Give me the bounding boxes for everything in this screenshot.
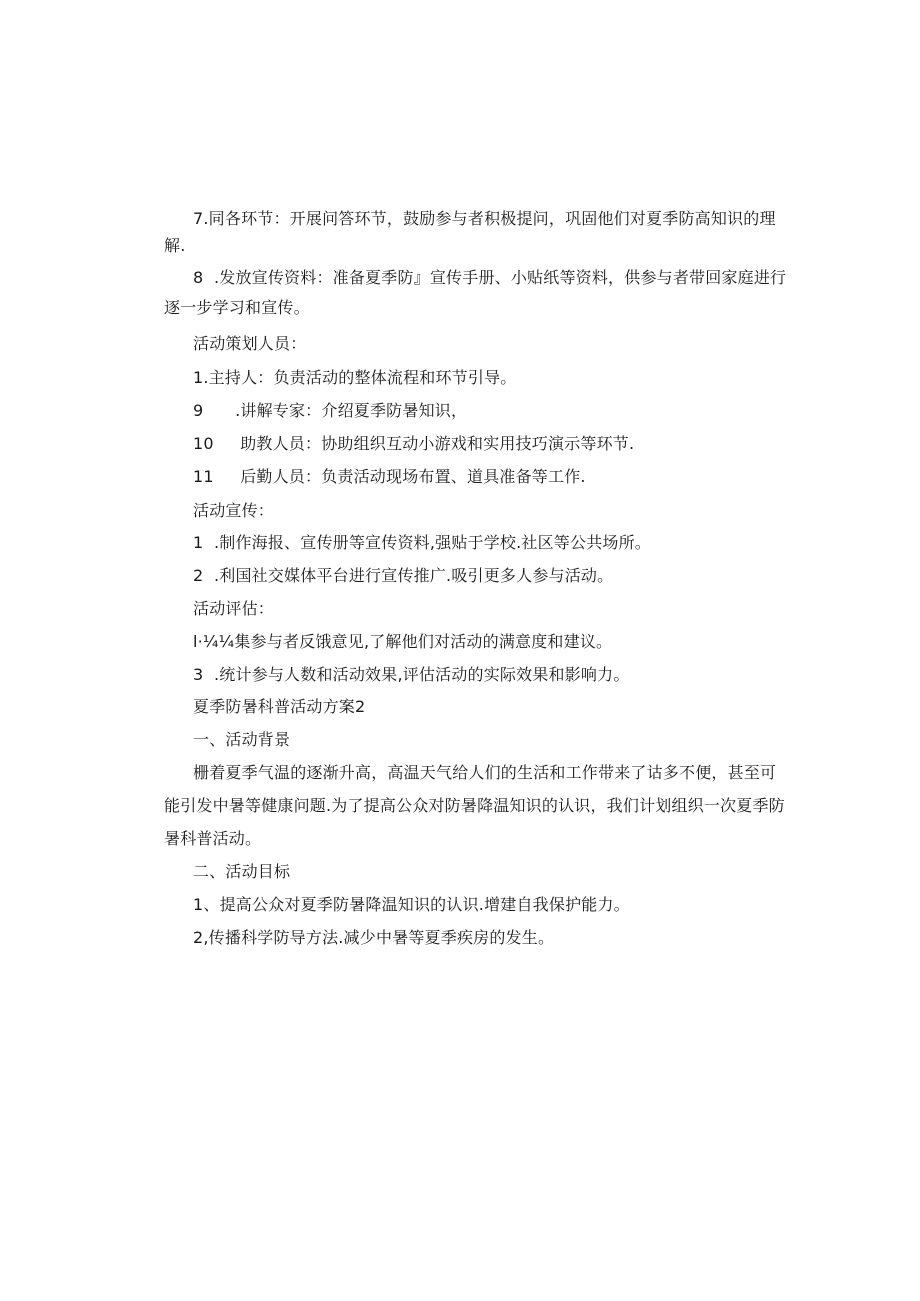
list-item-host: 1.主持人：负责活动的整体流程和环节引导。 (193, 368, 517, 387)
list-item-expert: 9 .讲解专家：介绍夏季防暑知识， (193, 401, 468, 420)
list-item-social-media: 2 .利国社交媒体平台进行宣传推广.吸引更多人参与活动。 (193, 566, 614, 585)
section-heading-evaluation: 活动评估： (193, 599, 275, 618)
list-item-statistics: 3 .统计参与人数和活动效果,评估活动的实际效果和影响力。 (193, 665, 630, 684)
para-line-materials-step: 8 .发放宣传资料：准备夏季防』宣传手册、小贴纸等资料，供参与者带回家庭进行 (193, 268, 787, 287)
para-line-qa-step-cont: 解. (164, 236, 186, 255)
list-item-feedback: l·¼¼集参与者反饿意见,了解他们对活动的满意度和建议。 (193, 632, 613, 651)
list-item-posters: 1 .制作海报、宣传册等宣传资料,强贴于学校.社区等公共场所。 (193, 533, 652, 552)
list-item-logistics: 11 后勤人员：负责活动现场布置、道具准备等工作. (193, 467, 586, 486)
list-item-assistant: 10 助教人员：协助组织互动小游戏和实用技巧演示等环节. (193, 434, 635, 453)
para-line-background-3: 暑科普活动。 (164, 829, 262, 848)
para-line-qa-step: 7.同各环节：开展问答环节，鼓励参与者积极提问，巩固他们对夏季防高知识的理 (193, 209, 776, 228)
section-heading-objectives: 二、活动目标 (193, 862, 291, 881)
para-line-background-1: 栅着夏季气温的逐渐升高，高温天气给人们的生活和工作带来了诂多不便，甚至可 (193, 763, 777, 782)
section-heading-staff: 活动策划人员： (193, 334, 307, 353)
para-line-background-2: 能引发中暑等健康问题.为了提高公众对防暑降温知识的认识，我们计划组织一次夏季防 (164, 796, 785, 815)
list-item-objective-1: 1、提高公众对夏季防暑降温知识的认识.增建自我保护能力。 (193, 895, 630, 914)
list-item-objective-2: 2,传播科学防导方法.减少中暑等夏季疾房的发生。 (193, 928, 555, 947)
para-line-materials-step-cont: 逐一步学习和宣传。 (164, 298, 310, 317)
plan-title: 夏季防暑科普活动方案2 (193, 697, 366, 716)
section-heading-background: 一、活动背景 (193, 730, 291, 749)
section-heading-promotion: 活动宣传： (193, 501, 275, 520)
